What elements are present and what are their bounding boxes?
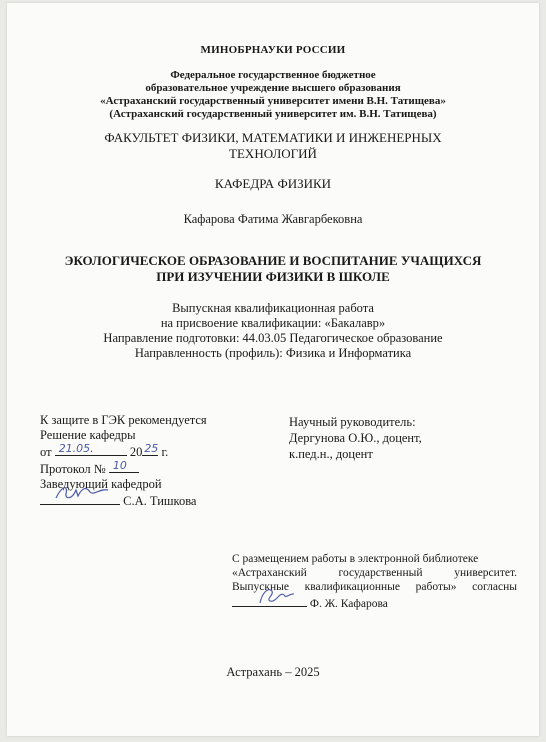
work-description — [7, 301, 539, 361]
work-line: Направленность (профиль): Физика и Информатика — [134, 346, 412, 360]
supervisor-degree: к.пед.н., доцент — [289, 447, 373, 461]
student-signature-field — [232, 594, 307, 607]
author-name: Кафарова Фатима Жавгарбековна — [183, 212, 363, 226]
head-of-department-label: Заведующий кафедрой — [40, 477, 162, 491]
title-line: ПРИ ИЗУЧЕНИИ ФИЗИКИ В ШКОЛЕ — [156, 269, 390, 284]
handwritten-year: 25 — [144, 442, 159, 455]
library-consent-line: Выпускные квалификационные работы» согласны — [232, 581, 517, 593]
head-signature-field — [40, 492, 120, 505]
org-line: образовательное учреждение высшего образования — [145, 82, 401, 94]
work-line: Направление подготовки: 44.03.05 Педагогическое образование — [103, 331, 443, 345]
department-decision: Решение кафедры — [40, 428, 136, 442]
defense-recommendation: К защите в ГЭК рекомендуется — [40, 413, 207, 427]
organization-block — [7, 69, 539, 121]
work-line: на присвоение квалификации: «Бакалавр» — [160, 316, 386, 330]
supervisor-block — [289, 414, 422, 462]
date-day-month-field — [55, 443, 127, 456]
decision-date: от 21.05. 20 25 г. — [40, 442, 169, 459]
head-signature-line — [40, 492, 207, 509]
org-line: «Астраханский государственный университет имени В.Н. Татищева» — [100, 95, 446, 107]
document-page — [7, 3, 539, 736]
faculty-line: ФАКУЛЬТЕТ ФИЗИКИ, МАТЕМАТИКИ И ИНЖЕНЕРНЫХ — [104, 130, 442, 145]
title-line: ЭКОЛОГИЧЕСКОЕ ОБРАЗОВАНИЕ И ВОСПИТАНИЕ УЧАЩИХСЯ — [64, 253, 482, 268]
org-line: (Астраханский государственный университет им. В.Н. Татищева) — [109, 108, 437, 120]
library-consent-line: «Астраханский государственный университет. — [232, 567, 517, 579]
protocol-number-field — [109, 460, 139, 473]
head-name: С.А. Тишкова — [123, 494, 197, 508]
org-line: Федеральное государственное бюджетное — [170, 69, 376, 81]
work-line: Выпускная квалификационная работа — [172, 301, 374, 315]
date-year-field — [142, 443, 158, 456]
city-year: Астрахань – 2025 — [226, 665, 320, 679]
thesis-title — [7, 253, 539, 285]
supervisor-name: Дергунова О.Ю., доцент, — [289, 431, 422, 445]
library-consent-block — [232, 552, 517, 611]
library-consent-line: С размещением работы в электронной библиотеке — [232, 553, 479, 565]
department-name: КАФЕДРА ФИЗИКИ — [214, 176, 332, 191]
handwritten-signature-icon — [52, 482, 112, 504]
supervisor-label: Научный руководитель: — [289, 415, 416, 429]
student-name: Ф. Ж. Кафарова — [309, 598, 388, 610]
handwritten-protocol-number: 10 — [112, 459, 127, 472]
faculty-name — [7, 130, 539, 162]
ministry-header: МИНОБРНАУКИ РОССИИ — [200, 44, 346, 56]
handwritten-signature-icon — [254, 585, 298, 607]
faculty-line: ТЕХНОЛОГИЙ — [229, 146, 317, 161]
protocol-number: Протокол № 10 — [40, 460, 207, 477]
defense-approval-block — [40, 413, 207, 509]
handwritten-date: 21.05. — [58, 442, 94, 455]
student-signature-line — [232, 594, 517, 611]
